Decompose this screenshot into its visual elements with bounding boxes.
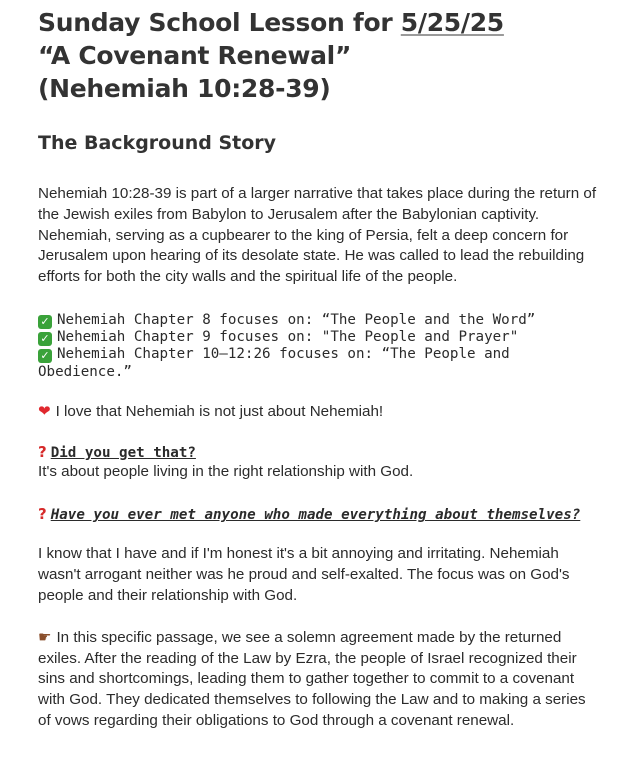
- checklist-item-text: Nehemiah Chapter 8 focuses on: “The People and the Word”: [57, 311, 536, 328]
- check-mark-icon: ✓: [38, 315, 52, 329]
- question-1-text: Did you get that?: [50, 444, 196, 461]
- question-mark-icon: ?: [38, 442, 47, 461]
- checklist-item: [38, 329, 602, 346]
- love-note: [38, 401, 602, 423]
- passage-paragraph-text: In this specific passage, we see a solemn agreement made by the returned exiles. After the reading of the Law by Ezra, the people of Israel recognized their sins and shortcomings, leading them to gather together to commit to a covenant with God. They dedicated themselves to following the Law and to making a series of vows regarding their obligations to God through a covenant renewal.: [38, 628, 586, 729]
- honest-paragraph: I know that I have and if I'm honest it's a bit annoying and irritating. Nehemiah wasn't arrogant neither was he proud and self-exalted. The focus was on God's people and their relationship with God.: [38, 545, 570, 604]
- question-1: [38, 443, 602, 462]
- lesson-date-link[interactable]: 5/25/25: [400, 8, 504, 37]
- question-2-text: Have you ever met anyone who made everything about themselves?: [50, 507, 581, 524]
- title-prefix: Sunday School Lesson for: [38, 8, 401, 37]
- heart-icon: ❤: [38, 401, 51, 420]
- check-mark-icon: ✓: [38, 332, 52, 346]
- question-mark-icon: ?: [38, 505, 47, 524]
- intro-paragraph: Nehemiah 10:28-39 is part of a larger narrative that takes place during the return of the Jewish exiles from Babylon to Jerusalem after the Babylonian captivity. Nehemiah, serving as a cupbearer to the king of Persia, felt a deep concern for Jerusalem upon hearing of its desolate state. He was called to lead the rebuilding efforts for both the city walls and the spiritual life of the people.: [38, 185, 597, 286]
- title-line-1: [38, 6, 602, 39]
- lesson-title: [38, 6, 602, 105]
- checklist-item: [38, 312, 602, 329]
- pointing-hand-icon: ☛: [38, 627, 52, 646]
- check-mark-icon: ✓: [38, 349, 52, 363]
- checklist-item: [38, 346, 602, 380]
- question-2: [38, 506, 602, 524]
- scripture-reference: (Nehemiah 10:28-39): [38, 74, 331, 103]
- love-note-text: I love that Nehemiah is not just about Nehemiah!: [55, 402, 384, 420]
- checklist-item-text: Nehemiah Chapter 10–12:26 focuses on: “The People and Obedience.”: [38, 346, 510, 380]
- question-1-answer: It's about people living in the right relationship with God.: [38, 462, 414, 480]
- section-heading: The Background Story: [38, 132, 277, 154]
- checklist: [38, 312, 602, 381]
- lesson-subtitle: “A Covenant Renewal”: [38, 41, 352, 70]
- checklist-item-text: Nehemiah Chapter 9 focuses on: "The People and Prayer": [57, 329, 519, 346]
- passage-paragraph: [38, 627, 602, 732]
